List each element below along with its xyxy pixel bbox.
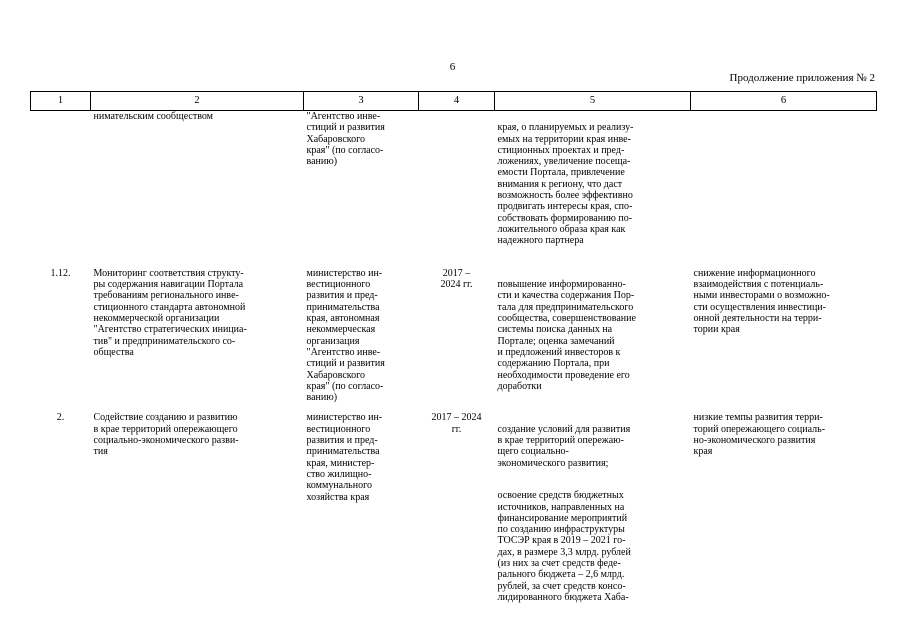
result-paragraph: края, о планируемых и реализу- емых на территории края инве- стиционных проектах и пред- ложениях, увеличение посеща- емости Портала, привлечение внимания к региону, что даст возможность более эффективно продвигать интересы края, спо- собствовать формированию по- ложительного образа края как надежного партнера (497, 122, 634, 247)
row-number: 1.12. (50, 267, 71, 279)
result-cell (495, 111, 691, 258)
risk-cell: низкие темпы развития терри- торий опережающего социаль- но-экономического развития края (693, 412, 826, 458)
row-number: 2. (56, 412, 65, 424)
header-col-3: 3 (304, 92, 419, 111)
period-cell: 2017 – 2024 гг. (440, 267, 473, 291)
risk-cell (691, 111, 877, 258)
measure-cell: Содействие созданию и развитию в крае территорий опережающего социально-экономического разви- тия (93, 412, 239, 458)
executor-cell: "Агентство инве- стиций и развития Хабаровского края" (по согласо- ванию) (306, 111, 385, 168)
result-paragraph: создание условий для развития в крае территорий опережаю- щего социально- экономического развития; (497, 423, 631, 469)
table-row (31, 403, 877, 614)
header-col-4: 4 (419, 92, 495, 111)
risk-cell: снижение информационного взаимодействия с потенциаль- ными инвесторами о возможно- сти осуществления инвестици- онной деятельности на терри- тории края (693, 267, 830, 336)
header-col-1: 1 (31, 92, 91, 111)
row-number (31, 111, 91, 258)
header-col-5: 5 (495, 92, 691, 111)
period-cell (419, 111, 495, 258)
page-number: 6 (449, 61, 456, 73)
header-col-2: 2 (91, 92, 304, 111)
measures-table (30, 91, 877, 614)
executor-cell: министерство ин- вестиционного развития и пред- принимательства края, министер- ство жилищно- коммунального хозяйства края (306, 412, 383, 503)
table-row (31, 258, 877, 404)
header-col-6: 6 (691, 92, 877, 111)
continuation-label: Продолжение приложения № 2 (729, 72, 875, 84)
result-paragraph: освоение средств бюджетных источников, направленных на финансирование мероприятий по созданию инфраструктуры ТОСЭР края в 2019 – 2021 го- дах, в размере 3,3 млрд. рублей (из них за счет средств феде- рального бюджета – 2,6 млрд. рублей, за счет средств консо- лидированного бюджета Хаба- (497, 490, 631, 603)
executor-cell: министерство ин- вестиционного развития и пред- принимательства края, автономная некоммерческая организация "Агентство инве- стиций и развития Хабаровского края" (по согласо- ванию) (306, 267, 385, 404)
measure-cell: Мониторинг соответствия структу- ры содержания навигации Портала требованиям регионального инве- стиционного стандарта автономной некоммерческой организации "Агентство стратегических инициа- тив" и предпринимательского со- общества (93, 267, 247, 358)
result-cell (495, 258, 691, 404)
period-cell: 2017 – 2024 гг. (431, 412, 482, 435)
result-paragraph: повышение информированно- сти и качества содержания Пор- тала для предпринимательского сообщества, совершенствование системы поиска данных на Портале; оценка замечаний и предложений инвесторов к содержанию Портала, при необходимости проведение его доработки (497, 279, 636, 392)
measure-cell: нимательским сообществом (93, 111, 213, 122)
result-cell (495, 403, 691, 614)
header-row (31, 92, 877, 111)
table-row (31, 111, 877, 258)
